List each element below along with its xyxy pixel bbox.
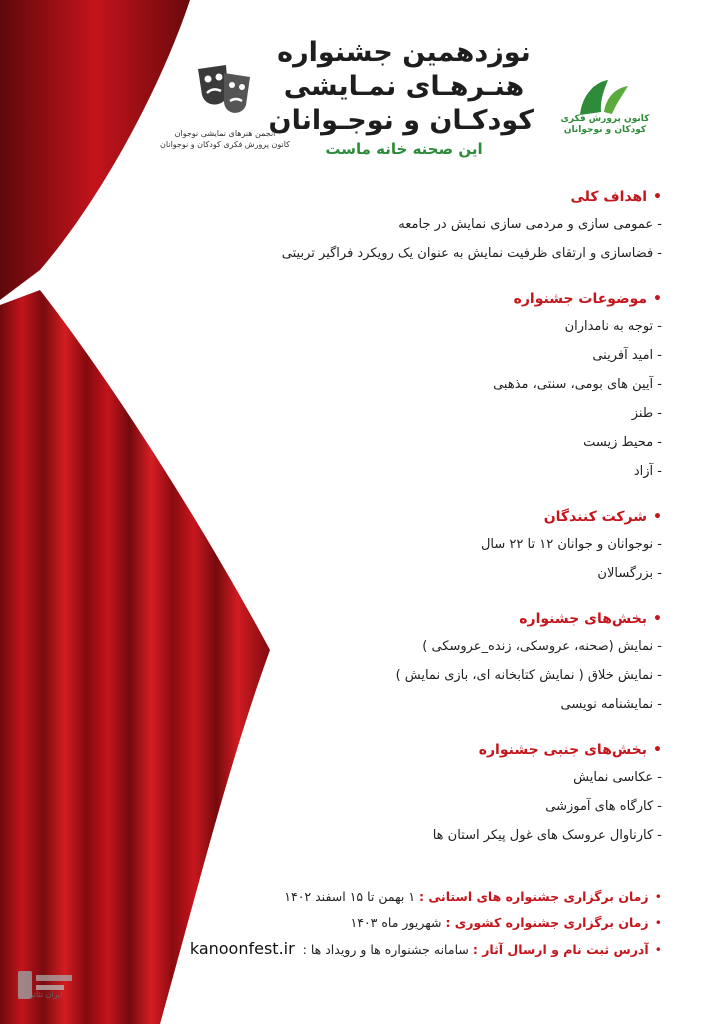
national-dates: •زمان برگزاری جشنواره کشوری : شهریور ماه ۱۴۰۳: [350, 915, 662, 930]
anjoman-line-1: انجمن هنرهای نمایشی نوجوان: [174, 129, 276, 138]
list-item: - بزرگسالان: [597, 566, 662, 581]
section-goals: [222, 184, 662, 268]
list-item: - عکاسی نمایش: [573, 770, 662, 785]
section-heading: •اهداف کلی: [570, 189, 662, 205]
section-festival-parts: [222, 606, 662, 719]
list-item: - امید آفرینی: [592, 348, 662, 363]
registration-address: •آدرس ثبت نام و ارسال آثار : سامانه جشنواره ها و رویداد ها :kanoonfest.ir: [189, 939, 662, 958]
list-item: - نمایش خلاق ( نمایش کتابخانه ای، بازی نمایش ): [395, 668, 662, 683]
theater-masks-icon: [190, 55, 260, 125]
anjoman-line-2: کانون پرورش فکری کودکان و نوجوانان: [160, 140, 290, 149]
kanoon-logo-icon: [560, 60, 650, 150]
section-side-parts: [222, 737, 662, 850]
iran-theater-watermark-icon: [14, 955, 78, 1015]
festival-title: [268, 36, 534, 158]
list-item: - عمومی سازی و مردمی سازی نمایش در جامعه: [398, 217, 662, 232]
provincial-dates: •زمان برگزاری جشنواره های استانی : ۱ بهمن تا ۱۵ اسفند ۱۴۰۲: [284, 889, 662, 904]
list-item: - آزاد: [633, 464, 662, 479]
list-item: - فضاسازی و ارتقای ظرفیت نمایش به عنوان یک رویکرد فراگیر تربیتی: [281, 246, 662, 261]
list-item: - کارناوال عروسک های غول پیکر استان ها: [432, 828, 662, 843]
section-heading: •شرکت کنندگان: [543, 509, 662, 525]
watermark-text: ایران تئاتر: [29, 990, 63, 999]
section-heading: •موضوعات جشنواره: [513, 291, 662, 307]
list-item: - نمایش (صحنه، عروسکی، زنده_عروسکی ): [422, 639, 662, 654]
anjoman-logo-text: [150, 128, 300, 150]
list-item: - نوجوانان و جوانان ۱۲ تا ۲۲ سال: [480, 537, 662, 552]
section-topics: [222, 286, 662, 486]
kanoon-line-2: کودکان و نوجوانان: [563, 125, 647, 135]
website-link[interactable]: kanoonfest.ir: [189, 939, 295, 958]
section-heading: •بخش‌های جشنواره: [519, 611, 662, 627]
list-item: - توجه به نامداران: [564, 319, 662, 334]
title-line-1: نوزدهمین جشنواره: [277, 37, 531, 68]
kanoon-logo-text: [560, 114, 650, 136]
title-line-2: هنـرهـای نمـایشی: [283, 71, 525, 102]
list-item: - نمایشنامه نویسی: [560, 697, 662, 712]
header: [0, 30, 724, 170]
list-item: - محیط زیست: [583, 435, 662, 450]
kanoon-line-1: کانون پرورش فکری: [560, 114, 650, 124]
list-item: - کارگاه های آموزشی: [545, 799, 662, 814]
content: [222, 184, 662, 868]
list-item: - آیین های بومی، سنتی، مذهبی: [493, 377, 662, 392]
section-participants: [222, 504, 662, 588]
dates-block: [189, 884, 662, 963]
section-heading: •بخش‌های جنبی جشنواره: [478, 742, 662, 758]
title-line-3: کودکـان و نوجـوانان: [268, 105, 534, 136]
slogan: این صحنه خانه ماست: [325, 140, 483, 158]
list-item: - طنز: [631, 406, 662, 421]
